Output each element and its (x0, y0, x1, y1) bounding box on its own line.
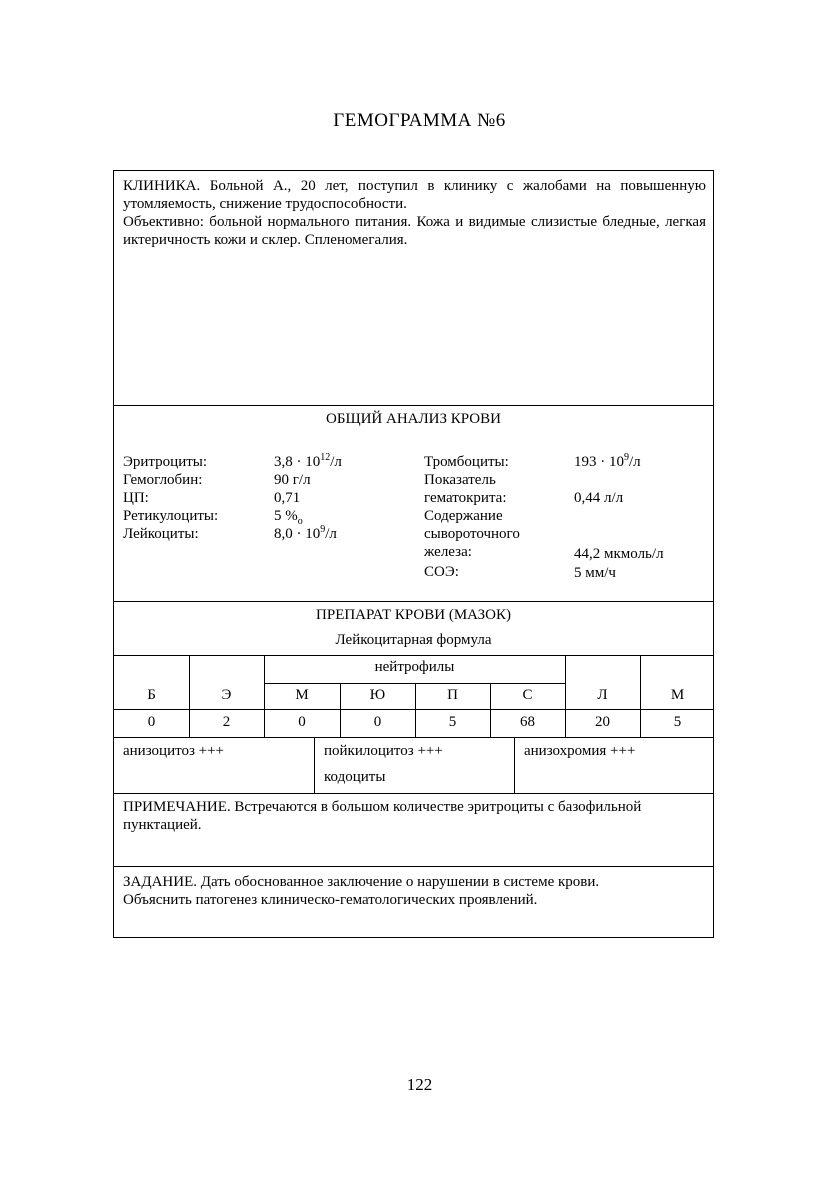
morph-divider (514, 737, 515, 793)
cbc-ci-value: 0,71 (274, 490, 301, 506)
clinic-section (123, 177, 706, 249)
cbc-iron-label-1: Содержание (424, 508, 503, 524)
cbc-iron-label-3: железа: (424, 544, 472, 560)
page-title: ГЕМОГРАММА №6 (333, 110, 506, 131)
cbc-hgb-label: Гемоглобин: (123, 472, 203, 488)
cbc-esr-label: СОЭ: (424, 564, 459, 580)
hemogram-frame (113, 170, 714, 938)
cbc-rbc-value: $3,8 \cdot 10^{12}/л$ (274, 452, 342, 470)
col-header: Э (221, 687, 232, 703)
col-value: 5 (673, 714, 682, 730)
clinic-complaints: КЛИНИКА. Больной А., 20 лет, поступил в клинику с жалобами на повышенную утомляемость, снижение трудоспособности. (123, 178, 706, 212)
col-header: Л (597, 687, 608, 703)
cbc-hct-value: 0,44 л/л (574, 490, 624, 506)
col-value: 2 (222, 714, 231, 730)
divider (114, 866, 713, 867)
anisochromia: анизохромия +++ (524, 743, 636, 759)
cbc-iron-label-2: сывороточного (424, 526, 520, 542)
divider (114, 405, 713, 406)
poikilocytosis: пойкилоцитоз +++ (324, 743, 443, 759)
divider (114, 601, 713, 602)
codocytes: кодоциты (324, 769, 386, 785)
col-header: П (447, 687, 458, 703)
cbc-hgb-value: 90 г/л (274, 472, 311, 488)
col-header: Ю (369, 687, 386, 703)
task-line-1: ЗАДАНИЕ. Дать обоснованное заключение о нарушении в системе крови. (123, 874, 600, 890)
cbc-hct-label-2: гематокрита: (424, 490, 507, 506)
task (123, 873, 706, 909)
neutrophils-label: нейтрофилы (374, 659, 455, 675)
smear-heading: ПРЕПАРАТ КРОВИ (МАЗОК) (316, 607, 511, 623)
col-value: 0 (298, 714, 306, 730)
cbc-iron-value: 44,2 мкмоль/л (574, 546, 664, 562)
table-bottom-border (114, 737, 713, 738)
task-line-2: Объяснить патогенез клиническо-гематологических проявлений. (123, 892, 538, 908)
col-header: М (295, 687, 309, 703)
col-value: 0 (373, 714, 382, 730)
cbc-esr-value: 5 мм/ч (574, 565, 616, 581)
cbc-wbc-value: $8,0 \cdot 10^9/л$ (274, 524, 337, 542)
cbc-hct-label-1: Показатель (424, 472, 496, 488)
smear-subheading: Лейкоцитарная формула (335, 632, 492, 648)
cbc-rbc-label: Эритроциты: (123, 454, 208, 470)
cbc-wbc-label: Лейкоциты: (123, 526, 199, 542)
cbc-retic-value: 5 $\%_o$ (274, 508, 303, 527)
divider (114, 793, 713, 794)
col-value: 0 (147, 714, 156, 730)
cbc-plt-value: $193 \cdot 10^9/л$ (574, 452, 641, 470)
neutrophils-underline (264, 683, 565, 684)
col-value: 20 (595, 714, 610, 730)
col-header: Б (147, 687, 156, 703)
cbc-heading: ОБЩИЙ АНАЛИЗ КРОВИ (326, 411, 501, 427)
col-value: 68 (520, 714, 535, 730)
table-row-divider (114, 709, 713, 710)
cbc-retic-label: Ретикулоциты: (123, 508, 219, 524)
note: ПРИМЕЧАНИЕ. Встречаются в большом количестве эритроциты с базофильной пунктацией. (123, 799, 642, 833)
col-header: М (670, 687, 685, 703)
morph-divider (314, 737, 315, 793)
clinic-objective: Объективно: больной нормального питания. Кожа и видимые слизистые бледные, легкая иктеричность кожи и склер. Спленомегалия. (123, 214, 706, 248)
cbc-ci-label: ЦП: (123, 490, 149, 506)
cbc-plt-label: Тромбоциты: (424, 454, 509, 470)
col-header: С (522, 687, 533, 703)
col-value: 5 (448, 714, 457, 730)
page-number: 122 (406, 1075, 433, 1094)
anisocytosis: анизоцитоз +++ (123, 743, 225, 759)
table-top-border (114, 655, 713, 656)
